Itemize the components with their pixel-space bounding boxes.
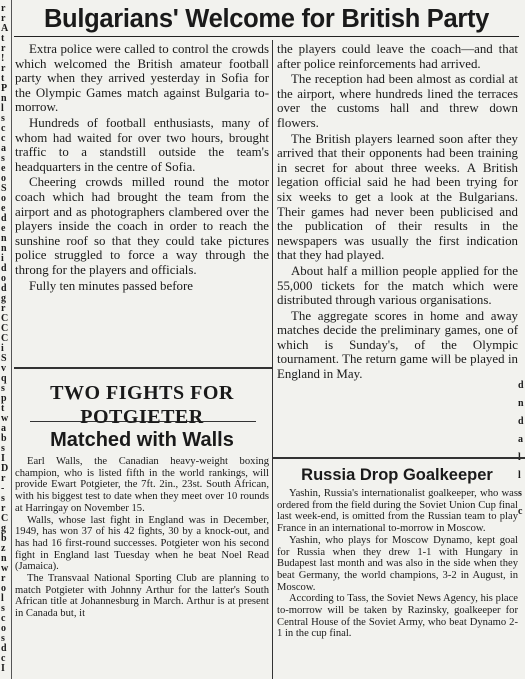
margin-fragment: r bbox=[1, 63, 6, 74]
margin-fragment: C bbox=[1, 313, 9, 324]
story3-paragraph: Yashin, who plays for Moscow Dynamo, kept goal for Russia when they drew 1-1 with Hungary in Budapest last month and was also in the side when they beat Germany, the world champions, 3-2 in August, in Moscow. bbox=[277, 534, 518, 593]
story3-headline: Russia Drop Goalkeeper bbox=[301, 466, 493, 484]
story1-paragraph: Fully ten minutes passed before bbox=[29, 278, 193, 293]
story3-body bbox=[277, 488, 518, 640]
margin-fragment: C bbox=[1, 323, 9, 334]
column-divider bbox=[272, 40, 273, 679]
margin-fragment: s bbox=[1, 153, 5, 164]
margin-fragment: d bbox=[1, 643, 7, 654]
margin-fragment: s bbox=[1, 603, 5, 614]
margin-fragment: o bbox=[1, 583, 6, 594]
story1-left-column bbox=[15, 42, 269, 294]
story1-paragraph: Extra police were called to control the crowds which welcomed the British amateur football party when they arrived yesterday in Sofia for the Olympic Games match against Bulgaria to-morrow. bbox=[15, 42, 269, 115]
margin-fragment: g bbox=[1, 293, 6, 304]
margin-fragment: P bbox=[1, 83, 8, 94]
story2-headline: TWO FIGHTS FOR POTGIETER bbox=[50, 382, 234, 428]
margin-fragment: s bbox=[1, 383, 5, 394]
margin-fragment: r bbox=[1, 43, 6, 54]
margin-fragment: t bbox=[1, 33, 5, 44]
margin-fragment: n bbox=[1, 233, 7, 244]
margin-fragment: c bbox=[1, 133, 6, 144]
page-headline: Bulgarians' Welcome for British Party bbox=[14, 2, 519, 37]
story2-paragraph: Walls, whose last fight in England was in December, 1949, has won 37 of his 42 fights, 30 by a knock-out, and has had 16 first-round successes. Potgieter won his second fight in England last Tuesday when he beat Noel Read (Jamaica). bbox=[15, 514, 269, 573]
margin-fragment: n bbox=[1, 243, 7, 254]
margin-fragment: v bbox=[1, 363, 6, 374]
margin-fragment: C bbox=[1, 513, 9, 524]
margin-fragment: b bbox=[1, 433, 7, 444]
margin-fragment: r bbox=[1, 13, 6, 24]
story2-paragraph: Earl Walls, the Canadian heavy-weight boxing champion, who is listed fifth in the world rankings, will provide Ewart Potgieter, the 7ft. 2in., 23st. South African, with his biggest test to date when they meet over 10 rounds at Harringay on November 15. bbox=[15, 456, 269, 514]
margin-fragment: I bbox=[1, 453, 5, 464]
margin-fragment: r bbox=[1, 503, 6, 514]
margin-fragment: o bbox=[1, 193, 6, 204]
margin-fragment: t bbox=[1, 73, 5, 84]
margin-fragment: d bbox=[1, 213, 7, 224]
margin-fragment: t bbox=[1, 403, 5, 414]
margin-fragment: d bbox=[518, 416, 524, 427]
story-separator bbox=[14, 367, 272, 369]
margin-fragment: r bbox=[1, 303, 6, 314]
margin-fragment: e bbox=[1, 223, 6, 234]
story1-right-column bbox=[277, 42, 518, 383]
margin-fragment: d bbox=[518, 380, 524, 391]
margin-fragment: l bbox=[518, 470, 521, 481]
margin-fragment: o bbox=[1, 623, 6, 634]
margin-fragment: a bbox=[518, 434, 523, 445]
margin-fragment: c bbox=[518, 506, 523, 517]
margin-fragment: s bbox=[1, 493, 5, 504]
margin-fragment: s bbox=[1, 633, 5, 644]
margin-fragment: w bbox=[1, 413, 9, 424]
margin-fragment: e bbox=[1, 163, 6, 174]
margin-fragment: S bbox=[1, 353, 7, 364]
margin-fragment: b bbox=[1, 533, 7, 544]
story1-paragraph: About half a million people applied for the 55,000 tickets for the match which were distributed through various organisations. bbox=[277, 263, 518, 308]
margin-fragment: w bbox=[1, 563, 9, 574]
story-separator bbox=[273, 457, 525, 459]
left-margin-strip bbox=[0, 0, 12, 679]
story1-paragraph: Hundreds of football enthusiasts, many of whom had waited for over two hours, brought traffic to a standstill outside the team's headquarters in the centre of Sofia. bbox=[15, 115, 269, 174]
margin-fragment: a bbox=[1, 143, 6, 154]
margin-fragment: S bbox=[1, 183, 7, 194]
story2-paragraph: The Transvaal National Sporting Club are planning to match Potgieter with Johnny Arthur for the latter's South African title at Johannesburg in March. Arthur is at present in Canada but, it bbox=[15, 573, 269, 620]
story1-paragraph: Cheering crowds milled round the motor coach which had brought the team from the airport and as photographers clambered over the players inside the coach in order to reach the sunshine roof so that they could take pictures police struggled to force a way through the throng for the players and officials. bbox=[15, 175, 269, 277]
story1-paragraph: The British players learned soon after they arrived that their opponents had been training in secret for about three weeks. A British legation official said he had been trying for six weeks to get a look at the Bulgarians. Their games had never been publicised and the publication of their results in the newspapers was usually the first indication that they had played. bbox=[277, 131, 518, 263]
story2-subheadline: Matched with Walls bbox=[50, 429, 234, 451]
story3-paragraph: According to Tass, the Soviet News Agency, his place to-morrow will be taken by Razinsky, goalkeeper for Central House of the Soviet Army, who beat Dynamo 2-1 in the cup final. bbox=[277, 593, 518, 640]
margin-fragment: p bbox=[1, 393, 7, 404]
margin-fragment: I bbox=[1, 663, 5, 674]
margin-fragment: e bbox=[1, 203, 6, 214]
margin-fragment: ! bbox=[1, 53, 5, 64]
margin-fragment: s bbox=[518, 488, 522, 499]
margin-fragment: a bbox=[1, 423, 6, 434]
margin-fragment: c bbox=[1, 653, 6, 664]
margin-fragment: n bbox=[1, 93, 7, 104]
margin-fragment: c bbox=[1, 123, 6, 134]
margin-fragment: g bbox=[1, 523, 6, 534]
margin-fragment: A bbox=[1, 23, 9, 34]
margin-fragment: n bbox=[518, 398, 524, 409]
margin-fragment: d bbox=[1, 263, 7, 274]
margin-fragment: z bbox=[1, 543, 6, 554]
margin-fragment: c bbox=[1, 613, 6, 624]
margin-fragment: o bbox=[1, 173, 6, 184]
story3-paragraph: Yashin, Russia's internationalist goalkeeper, who was ordered from the field during the Soviet Union Cup final last week-end, is omitted from the Russian team to play France in an international to-morrow in Moscow. bbox=[277, 488, 518, 535]
margin-fragment: i bbox=[1, 253, 4, 264]
story1-paragraph: The aggregate scores in home and away matches decide the preliminary games, one of which is Sunday's, of the Olympic tournament. The return game will be played in England in May. bbox=[277, 308, 518, 382]
margin-fragment: r bbox=[1, 473, 6, 484]
margin-fragment: i bbox=[1, 343, 4, 354]
margin-fragment: l bbox=[1, 103, 4, 114]
margin-fragment: C bbox=[1, 333, 9, 344]
story1-paragraph: The reception had been almost as cordial at the airport, where hundreds lined the terraces over the customs hall and threw down flowers. bbox=[277, 72, 518, 130]
story2-body bbox=[15, 456, 269, 620]
margin-fragment: l bbox=[1, 593, 4, 604]
margin-fragment: n bbox=[1, 553, 7, 564]
margin-fragment: s bbox=[1, 443, 5, 454]
margin-fragment: - bbox=[1, 483, 5, 494]
story1-paragraph: the players could leave the coach—and that after police reinforcements had arrived. bbox=[277, 42, 518, 71]
margin-fragment: q bbox=[1, 373, 7, 384]
margin-fragment: o bbox=[1, 273, 6, 284]
margin-fragment: d bbox=[1, 283, 7, 294]
right-margin-strip bbox=[517, 380, 525, 530]
margin-fragment: r bbox=[1, 3, 6, 14]
margin-fragment: r bbox=[1, 573, 6, 584]
margin-fragment: D bbox=[1, 463, 9, 474]
margin-fragment: s bbox=[1, 113, 5, 124]
